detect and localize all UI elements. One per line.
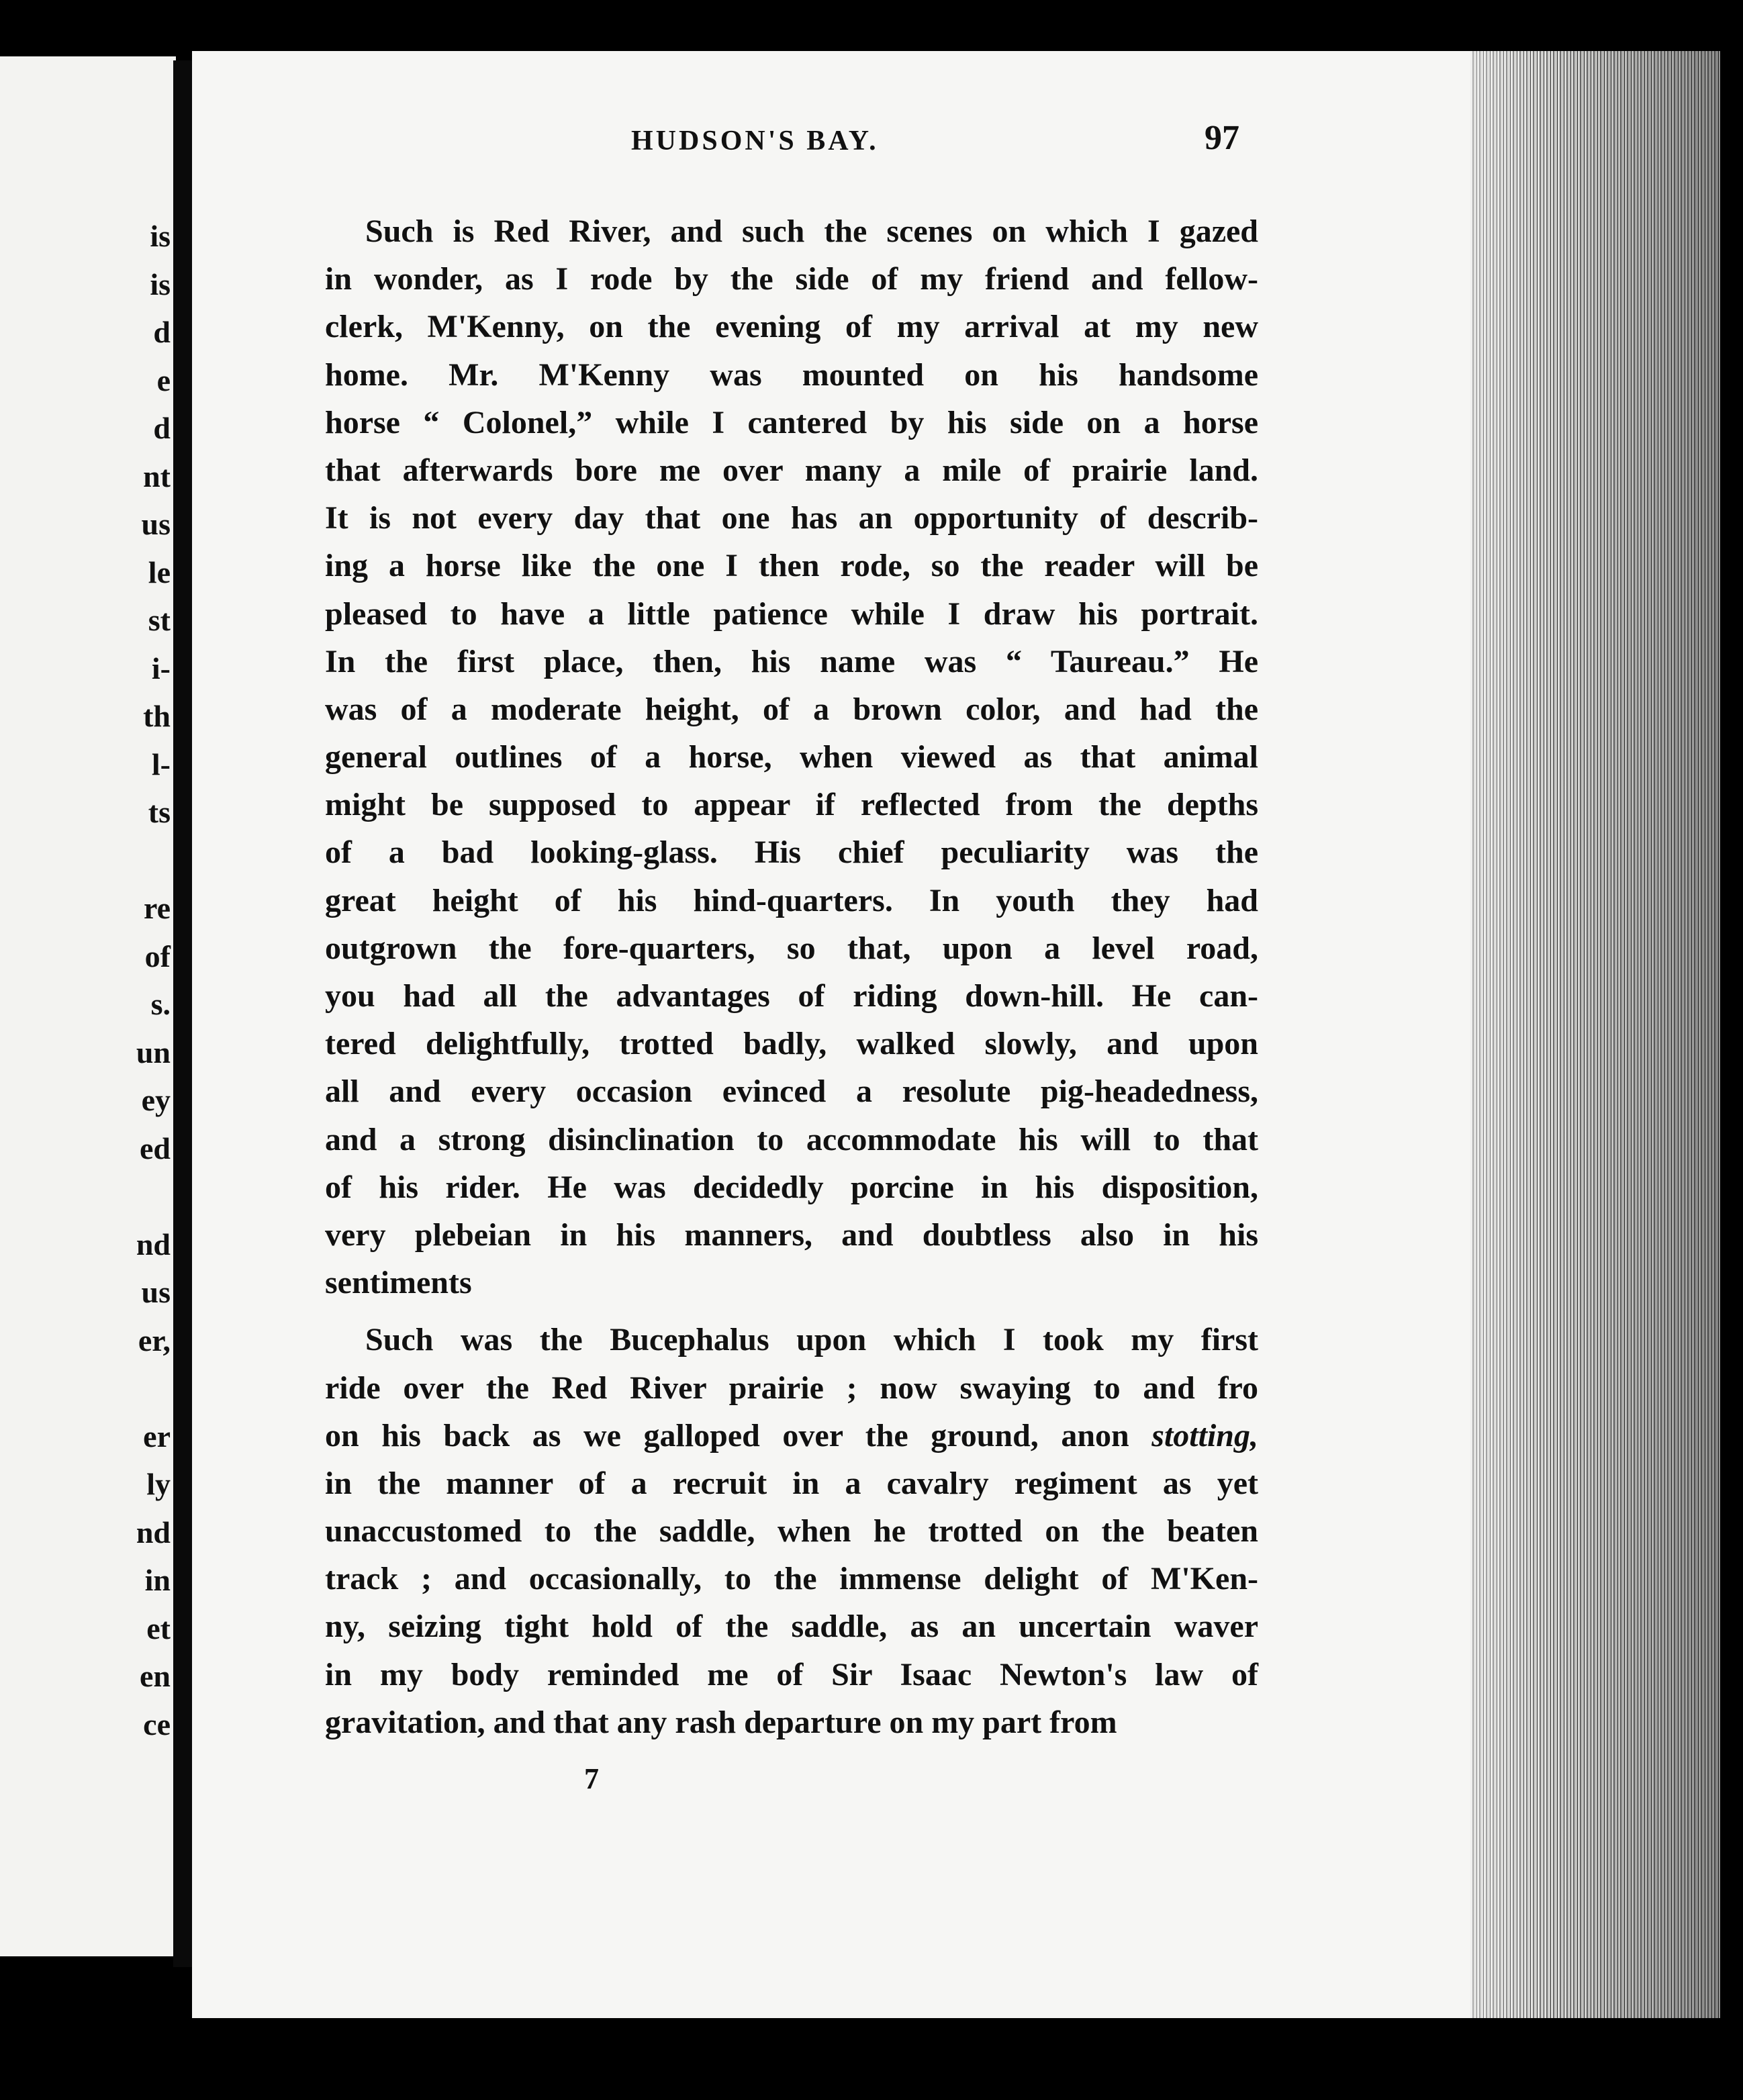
previous-page-fragment-line: re (143, 891, 171, 925)
previous-page-fragment-line: nd (136, 1227, 171, 1261)
signature-mark: 7 (584, 1762, 599, 1795)
previous-page-fragment-line: ts (148, 795, 171, 829)
text-line: might be supposed to appear if reflected from the depths (325, 787, 1258, 823)
previous-page-fragment-line: s. (150, 987, 171, 1021)
previous-page-fragment-line: en (140, 1659, 171, 1693)
previous-page-fragment (0, 56, 176, 1956)
text-line: track ; and occasionally, to the immense delight of M'Ken- (325, 1561, 1258, 1597)
previous-page-fragment-line: st (148, 603, 171, 637)
text-line: in the manner of a recruit in a cavalry regiment as yet (325, 1465, 1258, 1501)
text-line: pleased to have a little patience while I draw his portrait. (325, 595, 1258, 632)
text-line: home. Mr. M'Kenny was mounted on his handsome (325, 356, 1258, 393)
text-line: very plebeian in his manners, and doubtless also in his (325, 1216, 1258, 1253)
text-line: outgrown the fore-quarters, so that, upon a level road, (325, 930, 1258, 966)
previous-page-fragment-line (136, 1364, 171, 1413)
book-gutter (173, 60, 192, 1967)
text-line: and a strong disinclination to accommodate his will to that (325, 1121, 1258, 1157)
previous-page-fragment-line: ly (146, 1467, 171, 1501)
text-line: It is not every day that one has an opportunity of describ- (325, 500, 1258, 536)
previous-page-fragment-line: ed (140, 1131, 171, 1165)
body-text (325, 207, 1258, 1746)
previous-page-fragment-line: us (141, 1275, 171, 1309)
text-line: you had all the advantages of riding down-hill. He can- (325, 978, 1258, 1014)
running-head: HUDSON'S BAY. (631, 126, 879, 156)
text-line: of his rider. He was decidedly porcine in his disposition, (325, 1169, 1258, 1205)
previous-page-fragment-line: et (146, 1611, 171, 1645)
previous-page-fragment-line (136, 1172, 171, 1221)
text-line: ny, seizing tight hold of the saddle, as an uncertain waver (325, 1609, 1258, 1645)
text-line: tered delightfully, trotted badly, walked slowly, and upon (325, 1026, 1258, 1062)
previous-page-fragment-line: d (153, 315, 171, 349)
previous-page-fragment-line: th (143, 699, 171, 733)
previous-page-fragment-line: ce (143, 1707, 171, 1741)
previous-page-fragment-line: le (148, 555, 171, 589)
previous-page-fragment-line: of (144, 939, 171, 973)
text-line: horse “ Colonel,” while I cantered by his side on a horse (325, 404, 1258, 440)
previous-page-fragment-line: us (141, 507, 171, 541)
text-line: ride over the Red River prairie ; now swaying to and fro (325, 1370, 1258, 1406)
text-line: clerk, M'Kenny, on the evening of my arrival at my new (325, 309, 1258, 345)
previous-page-fragment-line: is (150, 219, 171, 253)
previous-page-fragment-line: e (156, 363, 171, 397)
previous-page-line-ends (136, 212, 171, 1748)
page-number: 97 (1205, 119, 1239, 157)
text-line: that afterwards bore me over many a mile of prairie land. (325, 452, 1258, 488)
italic-word: stotting, (1151, 1417, 1258, 1453)
text-line: all and every occasion evinced a resolute pig-headedness, (325, 1073, 1258, 1110)
text-line: general outlines of a horse, when viewed as that animal (325, 739, 1258, 775)
text-line: Such is Red River, and such the scenes on which I gazed (365, 213, 1258, 249)
book-fore-edge (1470, 51, 1720, 2018)
text-line: unaccustomed to the saddle, when he trotted on the beaten (325, 1513, 1258, 1549)
previous-page-fragment-line: is (150, 267, 171, 301)
text-line: Such was the Bucephalus upon which I took my first (365, 1322, 1258, 1358)
text-line: In the first place, then, his name was “ Taureau.” He (325, 643, 1258, 679)
text-line: ing a horse like the one I then rode, so the reader will be (325, 548, 1258, 584)
text-line: sentiments (325, 1265, 472, 1301)
previous-page-fragment-line: d (153, 411, 171, 445)
text-line: in my body reminded me of Sir Isaac Newton's law of (325, 1656, 1258, 1692)
text-line: great height of his hind-quarters. In youth they had (325, 882, 1258, 918)
previous-page-fragment-line: er (143, 1419, 171, 1453)
text-line: in wonder, as I rode by the side of my friend and fellow- (325, 261, 1258, 297)
text-line: on his back as we galloped over the ground, anon stotting, (325, 1417, 1258, 1453)
text-line: of a bad looking-glass. His chief peculiarity was the (325, 834, 1258, 871)
previous-page-fragment-line: er, (138, 1323, 171, 1357)
previous-page-fragment-line: nt (143, 459, 171, 493)
text-line: gravitation, and that any rash departure on my part from (325, 1704, 1117, 1740)
previous-page-fragment-line: un (136, 1035, 171, 1069)
previous-page-fragment-line: in (144, 1563, 171, 1597)
previous-page-fragment-line: l- (151, 747, 171, 781)
text-line: was of a moderate height, of a brown color, and had the (325, 691, 1258, 727)
previous-page-fragment-line: nd (136, 1515, 171, 1549)
previous-page-fragment-line (136, 837, 171, 885)
previous-page-fragment-line: ey (141, 1083, 171, 1117)
previous-page-fragment-line: i- (151, 651, 171, 685)
